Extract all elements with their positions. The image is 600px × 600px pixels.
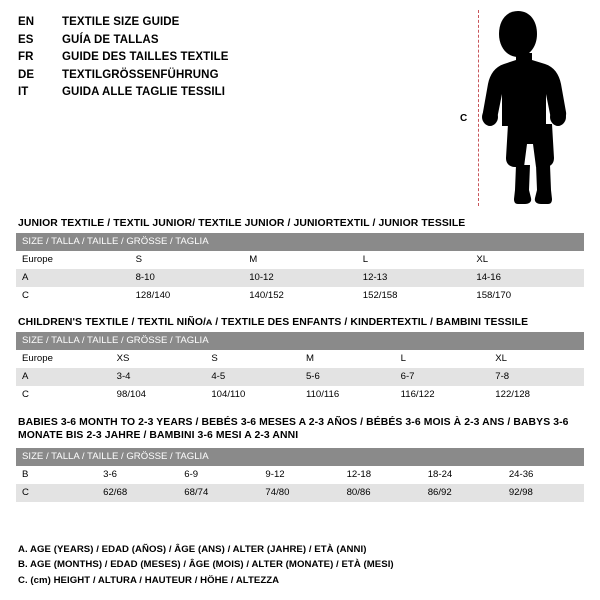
row-cell: L (395, 350, 490, 368)
row-cell: XS (111, 350, 206, 368)
row-cell: 74/80 (259, 484, 340, 502)
row-label: B (16, 466, 97, 484)
row-label: C (16, 287, 130, 305)
table-row (16, 269, 584, 287)
row-cell: 152/158 (357, 287, 471, 305)
table-header-row (16, 448, 584, 466)
row-cell: 86/92 (422, 484, 503, 502)
section-children (16, 313, 584, 404)
child-silhouette-icon (482, 8, 592, 208)
row-cell: L (357, 251, 471, 269)
row-cell: 5-6 (300, 368, 395, 386)
table-row (16, 386, 584, 404)
table-row (16, 368, 584, 386)
language-row (18, 84, 318, 102)
footnote-c: C. (cm) HEIGHT / ALTURA / HAUTEUR / HÖHE / ALTEZZA (18, 574, 280, 586)
row-cell: 3-6 (97, 466, 178, 484)
row-label: A (16, 269, 130, 287)
row-cell: 62/68 (97, 484, 178, 502)
section-babies (16, 412, 584, 502)
footnotes-block (18, 542, 578, 589)
language-title: GUIDE DES TAILLES TEXTILE (62, 51, 229, 63)
row-label: C (16, 386, 111, 404)
row-cell: M (300, 350, 395, 368)
language-title: TEXTILGRÖSSENFÜHRUNG (62, 68, 219, 81)
row-cell: 12-13 (357, 269, 471, 287)
footnote-a: A. AGE (YEARS) / EDAD (AÑOS) / ÂGE (ANS) / ALTER (JAHRE) / ETÀ (ANNI) (18, 543, 367, 555)
row-cell: 68/74 (178, 484, 259, 502)
row-cell: 9-12 (259, 466, 340, 484)
row-label: A (16, 368, 111, 386)
row-cell: 140/152 (243, 287, 357, 305)
row-label: Europe (16, 251, 130, 269)
language-title: GUÍA DE TALLAS (62, 33, 159, 46)
row-cell: 10-12 (243, 269, 357, 287)
table-row (16, 350, 584, 368)
table-row (16, 466, 584, 484)
table-header-row (16, 233, 584, 251)
language-row (18, 32, 318, 50)
row-cell: 18-24 (422, 466, 503, 484)
section-junior (16, 214, 584, 305)
babies-size-table (16, 448, 584, 502)
language-row (18, 67, 318, 85)
language-code: FR (18, 51, 34, 63)
row-cell: 6-7 (395, 368, 490, 386)
language-title: TEXTILE SIZE GUIDE (62, 16, 180, 28)
row-cell: 98/104 (111, 386, 206, 404)
language-code: IT (18, 86, 29, 98)
row-cell: 7-8 (489, 368, 584, 386)
row-cell: XL (489, 350, 584, 368)
row-cell: 14-16 (470, 269, 584, 287)
row-cell: M (243, 251, 357, 269)
measurement-figure (430, 8, 590, 208)
row-cell: XL (470, 251, 584, 269)
row-cell: 12-18 (341, 466, 422, 484)
measure-label-c: C (460, 113, 468, 124)
language-code: ES (18, 33, 34, 46)
row-cell: 24-36 (503, 466, 584, 484)
row-cell: 92/98 (503, 484, 584, 502)
row-cell: 110/116 (300, 386, 395, 404)
table-row (16, 251, 584, 269)
table-header-label: SIZE / TALLA / TAILLE / GRÖSSE / TAGLIA (22, 236, 209, 247)
table-header-label: SIZE / TALLA / TAILLE / GRÖSSE / TAGLIA (22, 451, 209, 462)
table-header-label: SIZE / TALLA / TAILLE / GRÖSSE / TAGLIA (22, 335, 209, 346)
table-header-row (16, 332, 584, 350)
language-title: GUIDA ALLE TAGLIE TESSILI (62, 86, 226, 98)
row-cell: 8-10 (130, 269, 244, 287)
row-label: C (16, 484, 97, 502)
row-cell: 122/128 (489, 386, 584, 404)
junior-size-table (16, 233, 584, 305)
language-row (18, 49, 318, 67)
section-title: CHILDREN'S TEXTILE / TEXTIL NIÑO/ᴀ / TEXTILE DES ENFANTS / KINDERTEXTIL / BAMBINI TESSILE (18, 317, 529, 328)
table-row (16, 287, 584, 305)
row-cell: 4-5 (205, 368, 300, 386)
row-cell: 158/170 (470, 287, 584, 305)
section-title: BABIES 3-6 MONTH TO 2-3 YEARS / BEBÉS 3-6 MESES A 2-3 AÑOS / BÉBÉS 3-6 MOIS À 2-3 ANS / BABYS 3-6 MONATE BIS 2-3 JAHRE / BAMBINI 3-6 MESI A 2-3 ANNI (18, 417, 569, 441)
row-cell: 104/110 (205, 386, 300, 404)
row-cell: 3-4 (111, 368, 206, 386)
language-code: DE (18, 68, 35, 81)
row-cell: S (130, 251, 244, 269)
language-code: EN (18, 16, 35, 28)
table-row (16, 484, 584, 502)
row-cell: 80/86 (341, 484, 422, 502)
language-title-block (18, 14, 318, 102)
row-cell: 128/140 (130, 287, 244, 305)
row-label: Europe (16, 350, 111, 368)
row-cell: 116/122 (395, 386, 490, 404)
language-row (18, 14, 318, 32)
section-title: JUNIOR TEXTILE / TEXTIL JUNIOR/ TEXTILE JUNIOR / JUNIORTEXTIL / JUNIOR TESSILE (18, 218, 466, 229)
children-size-table (16, 332, 584, 404)
footnote-b: B. AGE (MONTHS) / EDAD (MESES) / ÂGE (MOIS) / ALTER (MONATE) / ETÀ (MESI) (18, 559, 394, 570)
row-cell: S (205, 350, 300, 368)
row-cell: 6-9 (178, 466, 259, 484)
height-measure-line (478, 10, 479, 206)
